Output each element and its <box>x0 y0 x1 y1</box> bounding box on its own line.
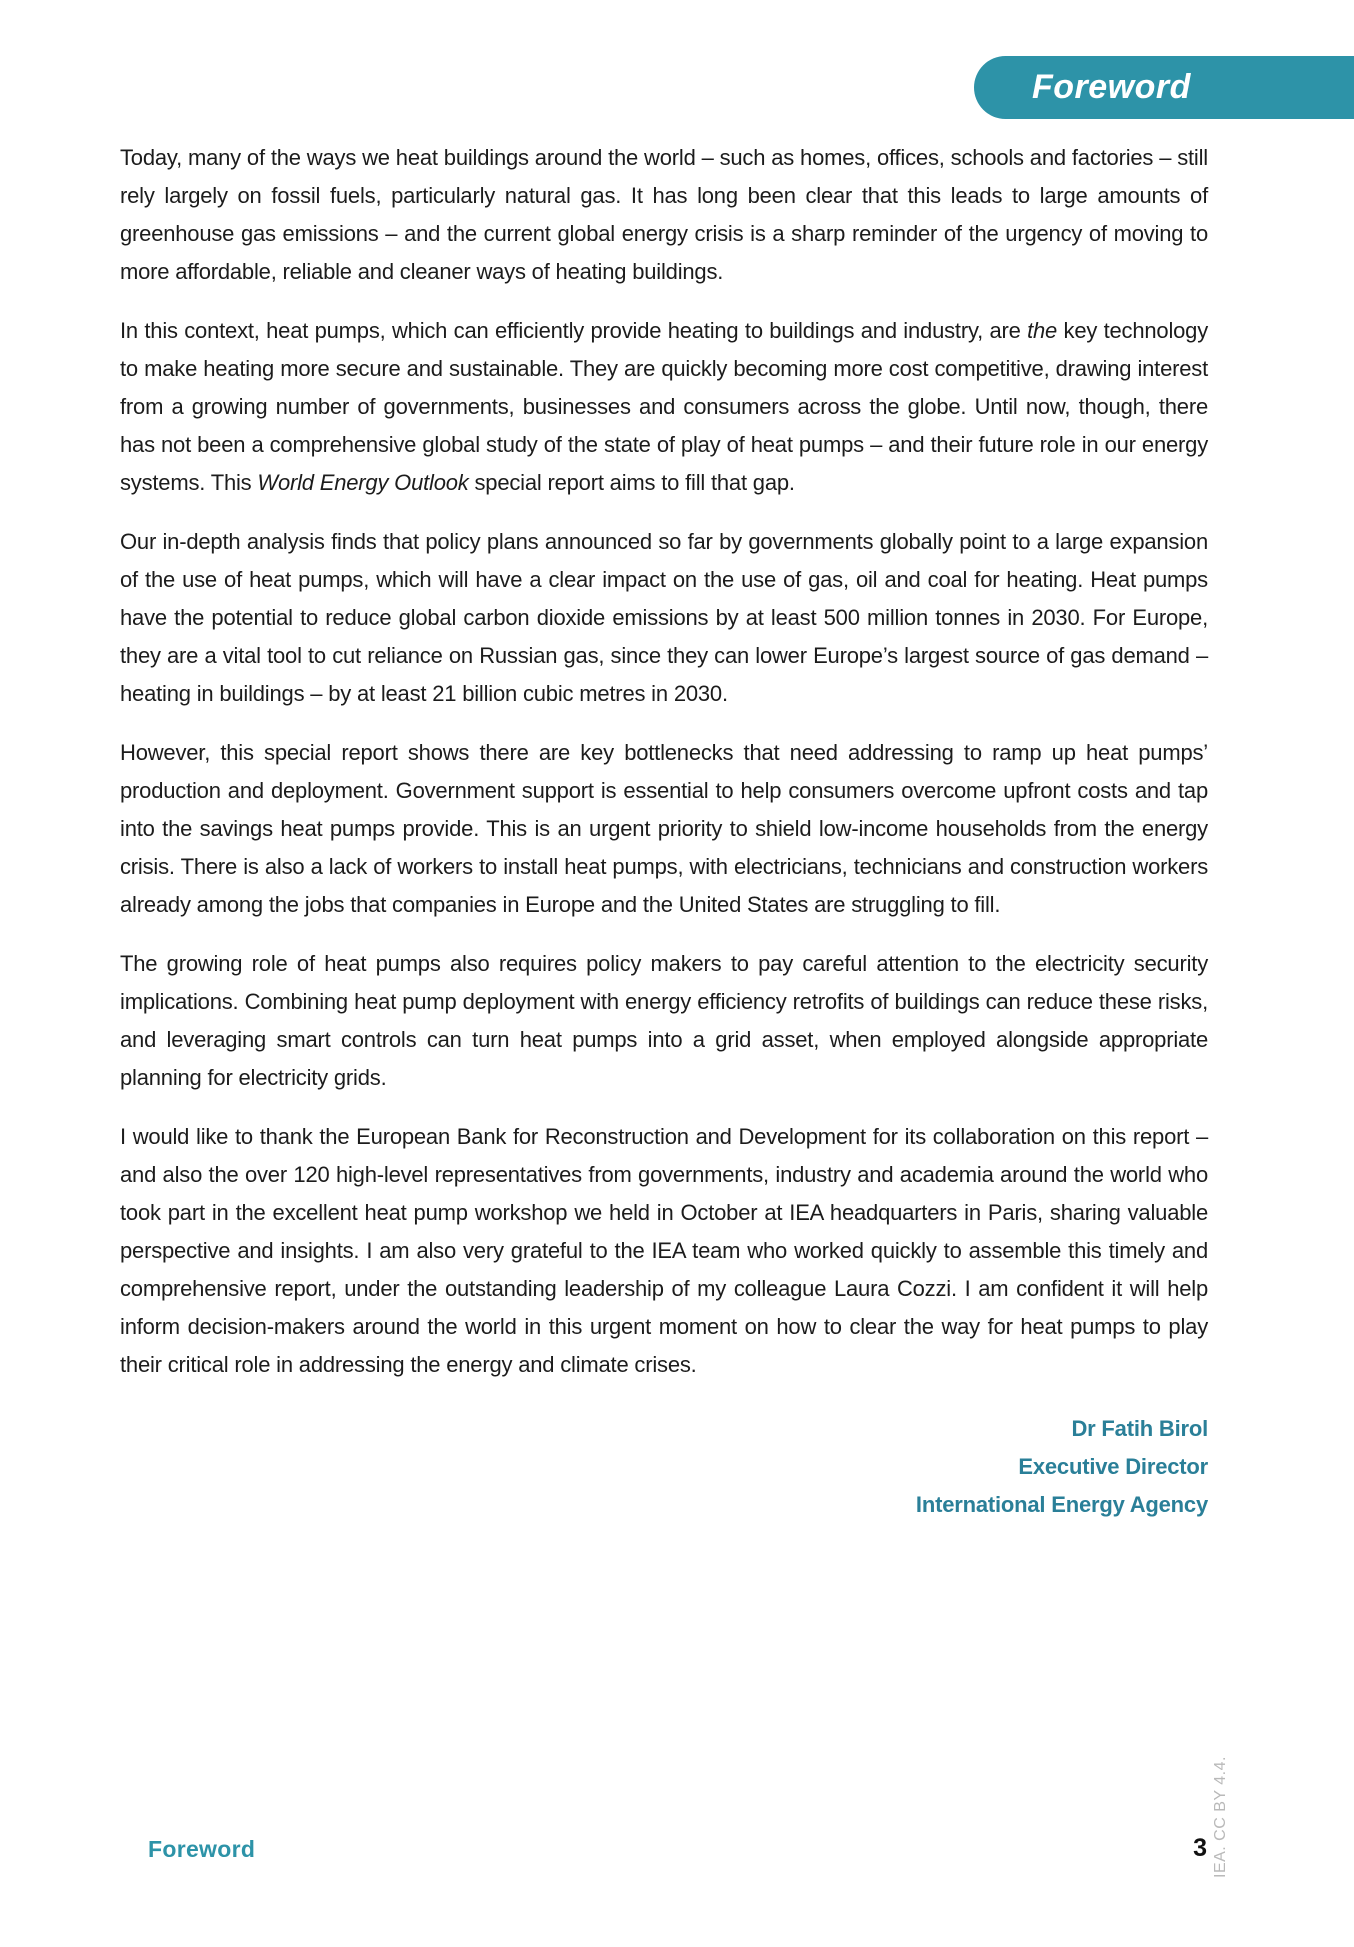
footer-page-number: 3 <box>1193 1834 1207 1862</box>
text-segment: Today, many of the ways we heat buildings around the world – such as homes, offices, schools and factories – still rely largely on fossil fuels, particularly natural gas. It has long been clear that this leads to large amounts of greenhouse gas emissions – and the current global energy crisis is a sharp reminder of the urgency of moving to more affordable, reliable and cleaner ways of heating buildings. <box>120 145 1208 284</box>
license-note: IEA. CC BY 4.4. <box>1212 1756 1229 1878</box>
text-segment: The growing role of heat pumps also requires policy makers to pay careful attention to the electricity security implications. Combining heat pump deployment with energy efficiency retrofits of buildings can reduce these risks, and leveraging smart controls can turn heat pumps into a grid asset, when employed alongside appropriate planning for electricity grids. <box>120 951 1208 1090</box>
text-segment: In this context, heat pumps, which can efficiently provide heating to buildings and industry, are <box>120 318 1028 343</box>
signature-name: Dr Fatih Birol <box>1071 1416 1208 1441</box>
signature-block <box>120 1410 1208 1524</box>
text-segment: However, this special report shows there are key bottlenecks that need addressing to ramp up heat pumps’ production and deployment. Government support is essential to help consumers overcome upfront costs and tap into the savings heat pumps provide. This is an urgent priority to shield low-income households from the energy crisis. There is also a lack of workers to install heat pumps, with electricians, technicians and construction workers already among the jobs that companies in Europe and the United States are struggling to fill. <box>120 740 1208 917</box>
italic-text-segment: World Energy Outlook <box>257 470 469 495</box>
footer-section-label: Foreword <box>148 1836 256 1862</box>
italic-text-segment: the <box>1027 318 1058 343</box>
paragraph-2 <box>120 312 1208 502</box>
text-segment: I would like to thank the European Bank for Reconstruction and Development for its collaboration on this report – and also the over 120 high-level representatives from governments, industry and academia around the world who took part in the excellent heat pump workshop we held in October at IEA headquarters in Paris, sharing valuable perspective and insights. I am also very grateful to the IEA team who worked quickly to assemble this timely and comprehensive report, under the outstanding leadership of my colleague Laura Cozzi. I am confident it will help inform decision-makers around the world in this urgent moment on how to clear the way for heat pumps to play their critical role in addressing the energy and climate crises. <box>120 1124 1208 1377</box>
signature-title: Executive Director <box>1018 1454 1208 1479</box>
signature-organization: International Energy Agency <box>915 1492 1208 1517</box>
paragraph-6 <box>120 1118 1208 1384</box>
text-segment: special report aims to fill that gap. <box>468 470 795 495</box>
header-badge-label: Foreword <box>1032 68 1191 106</box>
paragraph-3 <box>120 523 1208 713</box>
paragraph-1 <box>120 139 1208 291</box>
text-segment: key technology to make heating more secure and sustainable. They are quickly becoming more cost competitive, drawing interest from a growing number of governments, businesses and consumers across the globe. Until now, though, there has not been a comprehensive global study of the state of play of heat pumps – and their future role in our energy systems. This <box>120 318 1208 495</box>
paragraph-4 <box>120 734 1208 924</box>
text-segment: Our in-depth analysis finds that policy plans announced so far by governments globally point to a large expansion of the use of heat pumps, which will have a clear impact on the use of gas, oil and coal for heating. Heat pumps have the potential to reduce global carbon dioxide emissions by at least 500 million tonnes in 2030. For Europe, they are a vital tool to cut reliance on Russian gas, since they can lower Europe’s largest source of gas demand – heating in buildings – by at least 21 billion cubic metres in 2030. <box>120 529 1208 706</box>
paragraph-5 <box>120 945 1208 1097</box>
header-badge <box>974 56 1354 119</box>
paragraphs <box>120 139 1208 1384</box>
document-body <box>120 139 1208 1524</box>
